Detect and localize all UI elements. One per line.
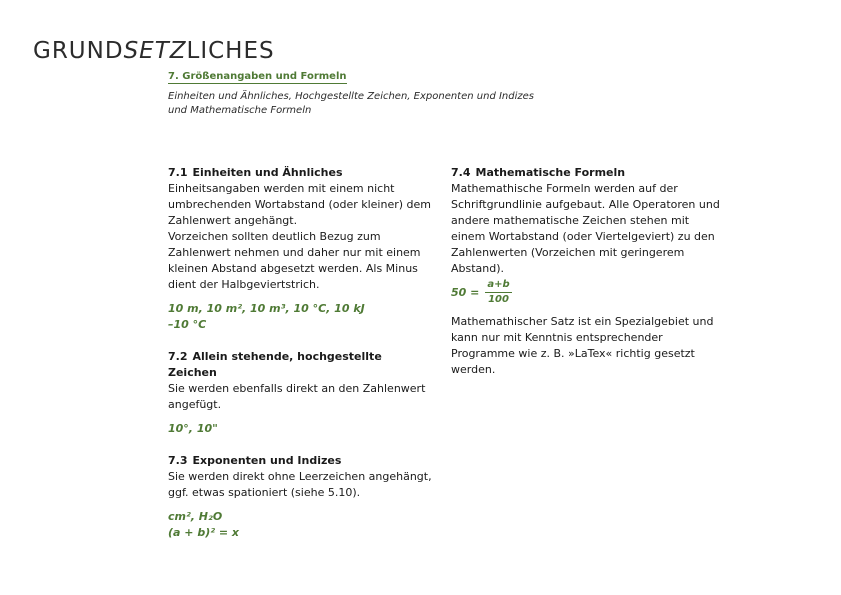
section-heading-7-2 [168, 349, 434, 381]
section-heading-7-1 [168, 165, 434, 181]
brand-title [33, 38, 275, 64]
chapter-subtitle [168, 90, 568, 118]
formula-denominator: 100 [488, 294, 509, 305]
section-text: Einheitsangaben werden mit einem nicht umbrechenden Wortabstand (oder kleiner) dem Zahlenwert angehängt. [168, 182, 432, 227]
section-title: Exponenten und Indizes [192, 454, 342, 467]
formula-example [451, 279, 721, 306]
section-title: Mathematische Formeln [475, 166, 626, 179]
formula-fraction [485, 279, 511, 306]
brand-part-2: SETZ [123, 38, 187, 64]
right-column [451, 165, 721, 378]
example-line: cm², H₂O [168, 510, 223, 523]
section-text: Mathemathischer Satz ist ein Spezialgebiet und kann nur mit Kenntnis entsprechender Programme wie z. B. »LaTex« richtig gesetzt werden. [451, 315, 714, 376]
example-line: –10 °C [168, 318, 207, 331]
section-title: Einheiten und Ähnliches [192, 166, 343, 179]
chapter-title: 7. Größenangaben und Formeln [168, 71, 347, 82]
example-line: 10°, 10" [168, 422, 218, 435]
subtitle-line-2: und Mathematische Formeln [168, 105, 312, 116]
example-line: (a + b)² = x [168, 526, 240, 539]
section-number: 7.3 [168, 454, 188, 467]
section-number: 7.1 [168, 166, 188, 179]
brand-part-1: GRUND [33, 38, 124, 64]
formula-numerator: a+b [485, 279, 511, 293]
section-heading-7-3 [168, 453, 434, 469]
section-text: Sie werden ebenfalls direkt an den Zahlenwert angefügt. [168, 382, 426, 411]
section-number: 7.4 [451, 166, 471, 179]
brand-part-3: LICHES [186, 38, 275, 64]
left-column [168, 165, 434, 541]
section-text: Vorzeichen sollten deutlich Bezug zum Zahlenwert nehmen und daher nur mit einem kleinen Abstand abgesetzt werden. Als Minus dient der Halbgeviertstrich. [168, 230, 421, 291]
section-number: 7.2 [168, 350, 188, 363]
section-text: Mathemathische Formeln werden auf der Schriftgrundlinie aufgebaut. Alle Operatoren und andere mathematische Zeichen stehen mit einem Wortabstand (oder Viertelgeviert) zu den Zahlenwerten (Vorzeichen mit geringerem Abstand). [451, 182, 720, 275]
section-heading-7-4 [451, 165, 721, 181]
section-text: Sie werden direkt ohne Leerzeichen angehängt, ggf. etwas spationiert (siehe 5.10). [168, 470, 432, 499]
formula-lhs: 50 = [451, 285, 480, 299]
section-title: Allein stehende, hochgestellte Zeichen [168, 350, 382, 379]
example-line: 10 m, 10 m², 10 m³, 10 °C, 10 kJ [168, 302, 365, 315]
subtitle-line-1: Einheiten und Ähnliches, Hochgestellte Zeichen, Exponenten und Indizes [168, 91, 535, 102]
